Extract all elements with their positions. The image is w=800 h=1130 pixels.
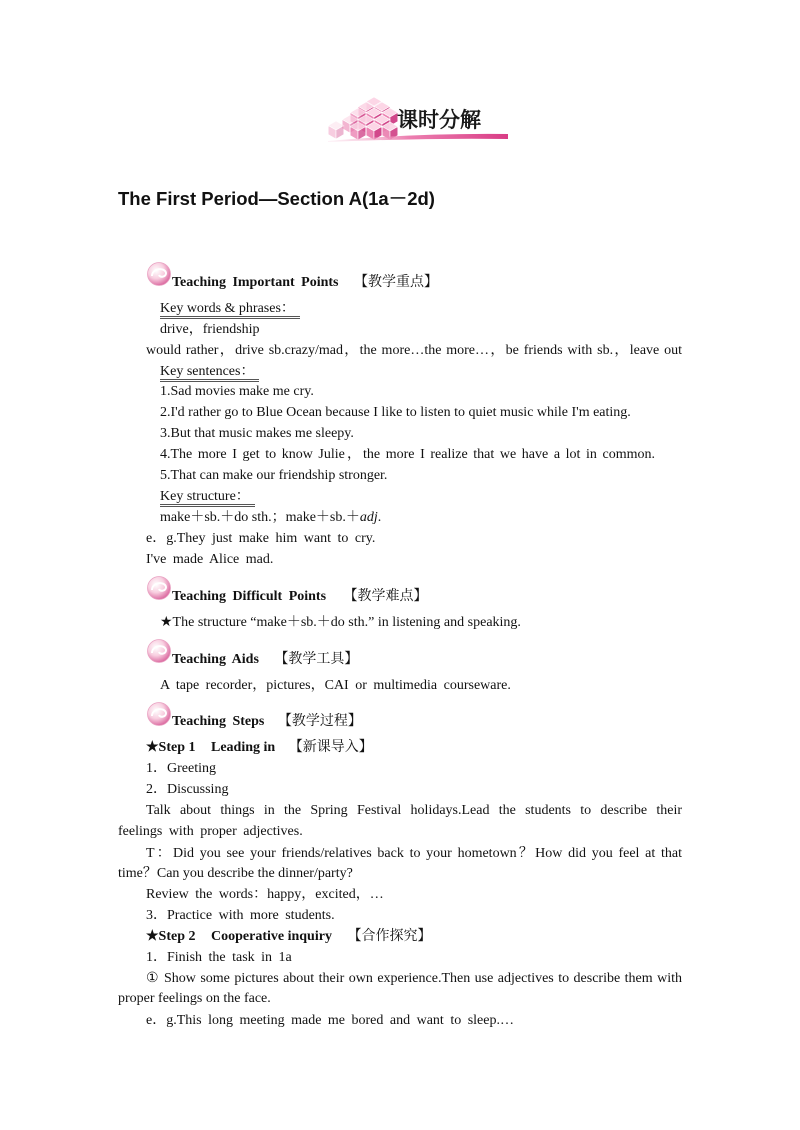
step-line: T：Did you see your friends/relatives back to your hometown？How did you feel at that: [146, 846, 682, 861]
key-sentence: 5.That can make our friendship stronger.: [160, 468, 388, 483]
step-2-label: ★Step 2: [146, 929, 196, 944]
heading-difficult-points-label: Teaching Difficult Points: [172, 589, 327, 604]
heading-teaching-steps: [172, 711, 362, 732]
heading-teaching-aids-cn: 【教学工具】: [274, 652, 359, 667]
heading-teaching-steps-cn: 【教学过程】: [277, 714, 362, 729]
difficult-point-text: ★The structure “make＋sb.＋do sth.” in listening and speaking.: [160, 615, 521, 630]
heading-teaching-steps-label: Teaching Steps: [172, 714, 265, 729]
step-line: e．g.This long meeting made me bored and want to sleep.…: [146, 1013, 514, 1028]
teaching-aids-text: A tape recorder，pictures，CAI or multimedia courseware.: [160, 678, 511, 693]
step-line: Talk about things in the Spring Festival holidays.Lead the students to describe their: [146, 803, 682, 818]
step-1-heading: [146, 737, 373, 758]
heading-difficult-points-cn: 【教学难点】: [343, 589, 428, 604]
heading-teaching-aids: [172, 649, 358, 670]
key-words-label: Key words & phrases：: [160, 301, 300, 319]
step-2-heading: [146, 926, 431, 947]
step-line: feelings with proper adjectives.: [118, 824, 303, 839]
key-sentences-label-row: [160, 361, 259, 382]
key-structure-label-row: [160, 486, 255, 507]
key-words-line: drive，friendship: [160, 322, 260, 337]
step-2-cn: 【合作探究】: [347, 929, 432, 944]
key-sentence: 2.I'd rather go to Blue Ocean because I like to listen to quiet music while I'm eating.: [160, 405, 631, 420]
section-bullet-icon: [146, 261, 172, 287]
section-bullet-icon: [146, 575, 172, 601]
key-structure-italic: adj: [359, 510, 378, 525]
page-title: The First Period—Section A(1a－2d): [118, 188, 435, 209]
heading-difficult-points: [172, 586, 428, 607]
section-bullet-icon: [146, 638, 172, 664]
step-2-title: Cooperative inquiry: [211, 929, 332, 944]
key-structure-label: Key structure：: [160, 489, 255, 507]
key-words-label-row: [160, 298, 300, 319]
key-structure-text: make＋sb.＋do sth.；make＋sb.＋: [160, 510, 360, 525]
logo-text: 课时分解: [397, 108, 481, 132]
step-line: Review the words：happy，excited，…: [146, 887, 384, 902]
key-sentence: 1.Sad movies make me cry.: [160, 384, 314, 399]
key-sentence: 4.The more I get to know Julie，the more I realize that we have a lot in common.: [160, 447, 655, 462]
heading-important-points-label: Teaching Important Points: [172, 275, 339, 290]
section-bullet-icon: [146, 701, 172, 727]
heading-important-points: [172, 272, 438, 293]
key-structure-end: .: [377, 510, 382, 525]
step-line: ① Show some pictures about their own experience.Then use adjectives to describe them with: [146, 971, 682, 986]
step-1-label: ★Step 1: [146, 740, 196, 755]
step-line: 1．Finish the task in 1a: [146, 950, 292, 965]
heading-teaching-aids-label: Teaching Aids: [172, 652, 259, 667]
heading-important-points-cn: 【教学重点】: [354, 275, 439, 290]
key-structure-line: [160, 507, 381, 528]
step-line: proper feelings on the face.: [118, 991, 271, 1006]
step-line: time？Can you describe the dinner/party?: [118, 866, 353, 881]
key-phrases-line: would rather，drive sb.crazy/mad，the more…the more…，be friends with sb.，leave out: [146, 343, 682, 358]
step-line: 3．Practice with more students.: [146, 908, 335, 923]
step-line: 2．Discussing: [146, 782, 229, 797]
key-sentences-label: Key sentences：: [160, 364, 259, 382]
step-line: 1．Greeting: [146, 761, 216, 776]
example-line: e．g.They just make him want to cry.: [146, 531, 376, 546]
step-1-title: Leading in: [211, 740, 276, 755]
key-sentence: 3.But that music makes me sleepy.: [160, 426, 354, 441]
example-line: I've made Alice mad.: [146, 552, 274, 567]
step-1-cn: 【新课导入】: [288, 740, 373, 755]
